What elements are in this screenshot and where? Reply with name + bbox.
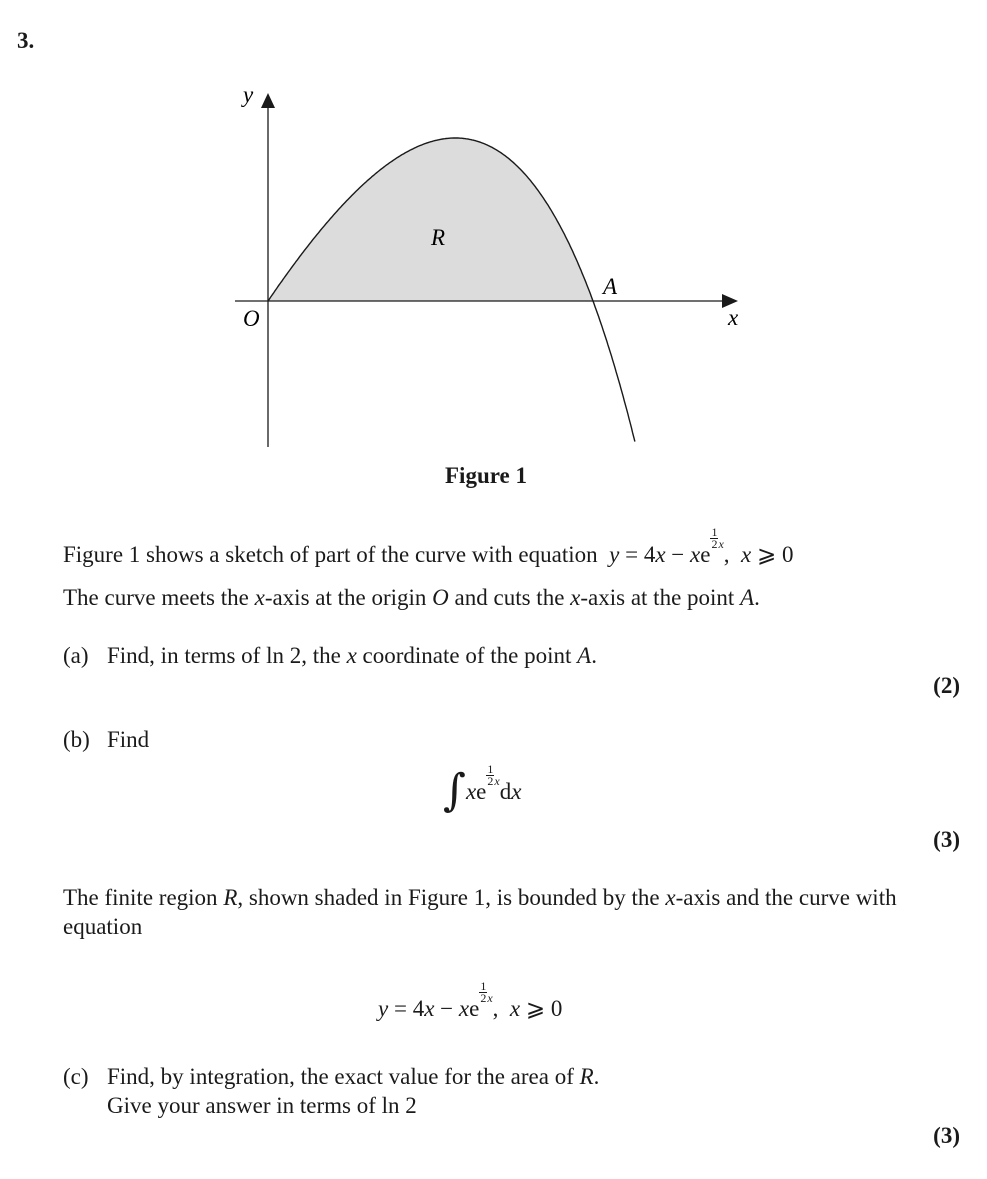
origin-label: O [243,306,260,331]
intro-text: Figure 1 shows a sketch of part of the curve with equation [63,542,598,567]
part-a-marks: (2) [933,673,960,698]
x-axis-label: x [728,305,739,330]
figure-caption: Figure 1 [445,463,527,488]
part-b-label: (b) [63,727,90,752]
y-axis-arrow [261,93,275,108]
part-a-text: Find, in terms of ln 2, the x coordinate of the point A. [107,643,597,668]
part-b-marks: (3) [933,827,960,852]
part-c-label: (c) [63,1064,89,1089]
y-axis-label: y [243,82,254,107]
part-b-text: Find [107,727,150,752]
region-label: R [431,225,446,250]
intro-equation: y = 4x − xe $\frac{1}{2}$ $^x$, x ⩾ 0 [609,525,794,567]
part-c-text-line-2: Give your answer in terms of ln 2 [107,1093,417,1118]
region-text-line-1: The finite region R, shown shaded in Figure 1, is bounded by the x-axis and the curve with [63,885,897,910]
intro-line-1 [63,527,794,568]
centered-equation: y = 4x − xe $\frac{1}{2}$ $^x$, x ⩾ 0 [378,979,563,1021]
part-c-marks: (3) [933,1123,960,1148]
part-b-integral: ∫xe $\frac{1}{2}$ $^x$dx [443,762,522,816]
part-a-label: (a) [63,643,89,668]
intro-line-2: The curve meets the x-axis at the origin O and cuts the x-axis at the point A. [63,585,760,610]
region-text-line-2: equation [63,914,143,939]
figure-1 [0,0,987,470]
question-number: 3. [17,28,35,53]
shaded-region-r [268,138,593,301]
point-a-label: A [603,274,618,299]
part-c-text: Find, by integration, the exact value for the area of R. [107,1064,600,1089]
